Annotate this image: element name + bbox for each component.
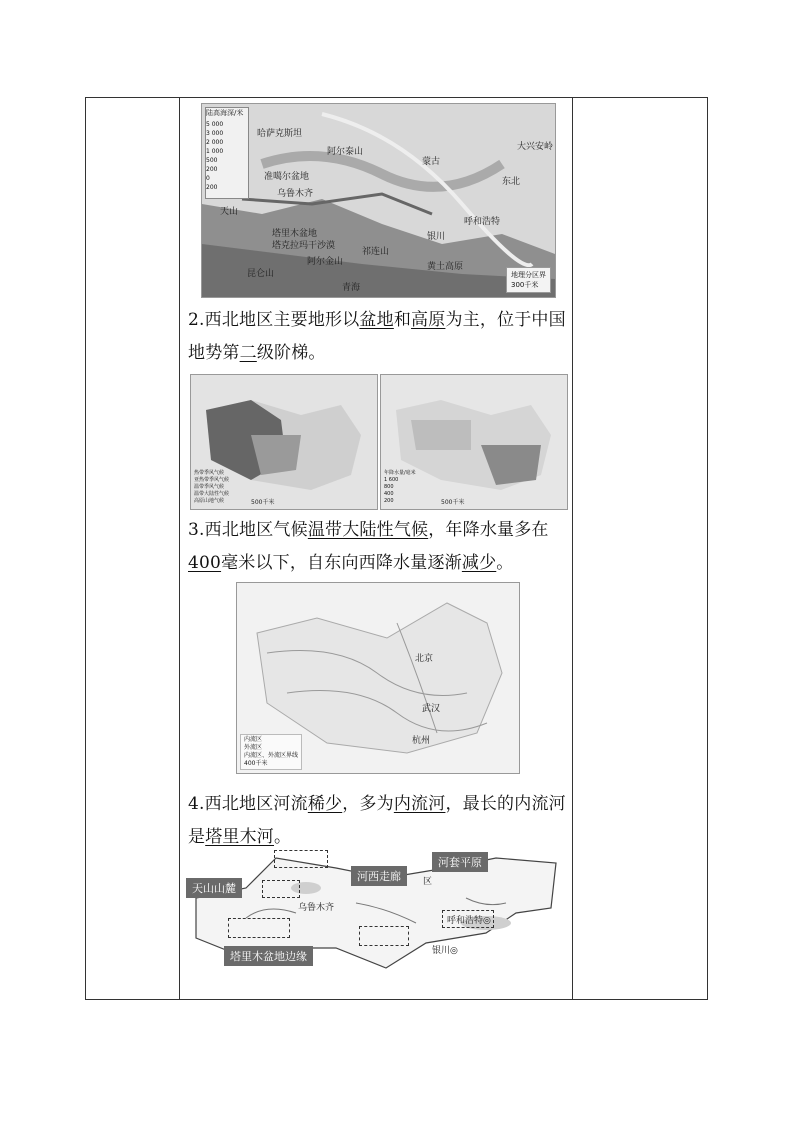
highlight-box <box>228 918 290 938</box>
oasis-map <box>186 848 566 970</box>
text: 3.西北地区气候 <box>188 520 308 540</box>
underlined-answer: 内流河 <box>393 794 446 814</box>
underlined-answer: 盆地 <box>359 310 394 330</box>
region-legend <box>506 267 551 293</box>
map-label: 哈萨克斯坦 <box>257 129 303 139</box>
map-label: 阿尔泰山 <box>327 147 364 157</box>
region-legend-label: 地理分区界 <box>511 271 546 279</box>
text: 毫米以下，自东向西降水量逐渐 <box>221 553 462 573</box>
text: ，年降水量多在 <box>428 520 549 540</box>
content-table <box>85 97 708 1000</box>
city-label: 北京 <box>415 654 434 664</box>
underlined-answer: 塔里木河 <box>205 827 275 847</box>
map-label: 天山 <box>220 207 239 217</box>
precipitation-legend-title: 年降水量/毫米 <box>384 470 416 476</box>
elevation-legend <box>205 107 249 199</box>
climate-legend-item: 亚热带季风气候 <box>194 477 230 483</box>
oasis-tag: 河西走廊 <box>351 866 407 886</box>
map-label: 蒙古 <box>422 157 441 167</box>
map-label: 东北 <box>502 177 521 187</box>
elevation-value: 500 <box>206 157 218 164</box>
text: 和 <box>393 310 412 330</box>
text: 4.西北地区河流 <box>188 794 308 814</box>
city-label: 武汉 <box>422 704 441 714</box>
map-scale: 400千米 <box>244 760 268 767</box>
highlight-box <box>359 926 409 946</box>
paragraph-rivers <box>188 788 566 854</box>
underlined-answer: 温带大陆性气候 <box>307 520 429 540</box>
precipitation-map <box>380 374 568 510</box>
underlined-answer: 减少 <box>461 553 497 573</box>
precipitation-value: 400 <box>384 491 394 497</box>
climate-legend-item: 温带季风气候 <box>194 484 225 490</box>
map-label: 乌鲁木齐 <box>277 189 314 199</box>
drainage-legend-item: 内流区、外流区界线 <box>244 752 299 759</box>
elevation-value: 3 000 <box>206 130 224 137</box>
paragraph-terrain <box>188 304 566 370</box>
text: ，多为 <box>342 794 394 814</box>
precipitation-value: 200 <box>384 498 394 504</box>
elevation-legend-title: 陆高海深/米 <box>206 109 244 117</box>
text: 为主，位于中国地势第 <box>188 310 566 363</box>
climate-map <box>190 374 378 510</box>
map-label: 祁连山 <box>362 247 390 257</box>
precipitation-value: 800 <box>384 484 394 490</box>
paragraph-climate <box>188 514 566 580</box>
map-label: 大兴安岭 <box>517 142 554 152</box>
map-label: 准噶尔盆地 <box>264 172 310 182</box>
underlined-answer: 400 <box>188 553 222 573</box>
elevation-value: 2 000 <box>206 139 224 146</box>
map-label: 塔克拉玛干沙漠 <box>272 241 336 251</box>
map-scale: 300千米 <box>511 281 539 289</box>
text: 级阶梯。 <box>256 343 326 363</box>
table-right-column <box>572 98 709 999</box>
oasis-tag: 塔里木盆地边缘 <box>224 946 313 966</box>
drainage-legend-item: 外流区 <box>244 744 263 751</box>
underlined-answer: 高原 <box>411 310 446 330</box>
city-label: 杭州 <box>412 736 431 746</box>
map-scale: 500千米 <box>441 499 465 506</box>
oasis-tag: 天山山麓 <box>186 878 242 898</box>
highlight-box <box>274 850 328 868</box>
topographic-map <box>201 103 556 298</box>
precipitation-legend <box>384 470 416 505</box>
elevation-value: 1 000 <box>206 148 224 155</box>
elevation-value: 200 <box>206 166 218 173</box>
map-label: 塔里木盆地 <box>272 229 318 239</box>
underlined-answer: 二 <box>239 343 257 363</box>
oasis-tag: 河套平原 <box>432 852 488 872</box>
map-label: 青海 <box>342 283 361 293</box>
map-label: 呼和浩特 <box>464 217 501 227</box>
elevation-value: 5 000 <box>206 121 224 128</box>
map-label: 银川 <box>427 232 446 242</box>
text: 2.西北地区主要地形以 <box>188 310 360 330</box>
text: 。 <box>496 553 514 573</box>
precipitation-value: 1 600 <box>384 477 399 483</box>
drainage-legend-item: 内流区 <box>244 736 263 743</box>
highlight-box <box>262 880 300 898</box>
drainage-legend <box>240 734 302 770</box>
climate-legend-item: 热带季风气候 <box>194 470 225 476</box>
table-left-column <box>86 98 180 999</box>
underlined-answer: 稀少 <box>307 794 343 814</box>
text: 。 <box>274 827 292 847</box>
city-label: 区 <box>423 877 433 887</box>
city-label: 呼和浩特◎ <box>447 916 491 926</box>
elevation-value: 200 <box>206 184 218 191</box>
text: ，最长的内流河是 <box>188 794 566 847</box>
city-label: 乌鲁木齐 <box>298 903 335 913</box>
city-label: 银川◎ <box>432 946 458 956</box>
map-label: 黄土高原 <box>427 262 464 272</box>
map-scale: 500千米 <box>251 499 275 506</box>
climate-legend-item: 温带大陆性气候 <box>194 491 230 497</box>
map-label: 阿尔金山 <box>307 257 344 267</box>
drainage-map <box>236 582 520 774</box>
elevation-value: 0 <box>206 175 210 182</box>
table-main-column <box>180 98 572 999</box>
map-label: 昆仑山 <box>247 269 275 279</box>
climate-legend-item: 高原山地气候 <box>194 498 225 504</box>
climate-legend <box>194 470 229 505</box>
